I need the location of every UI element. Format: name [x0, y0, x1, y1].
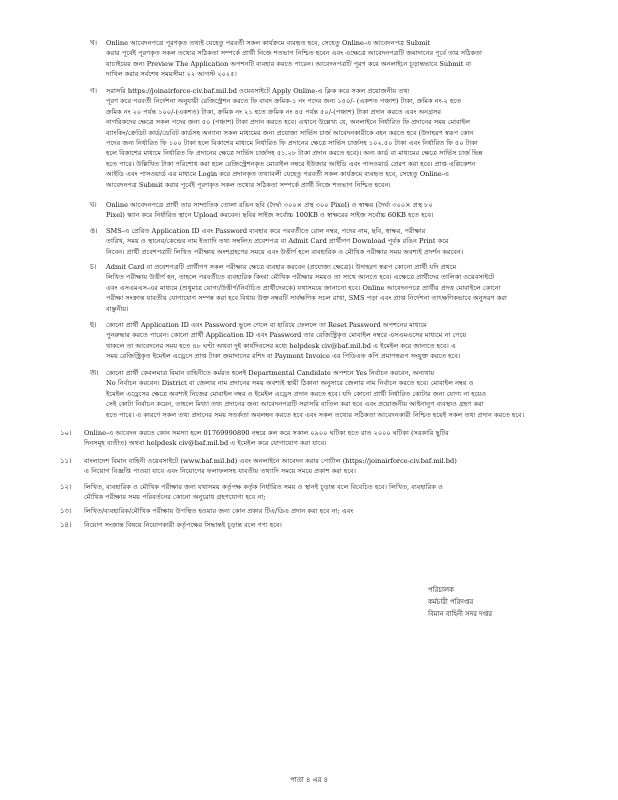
section-paragraph [84, 456, 546, 477]
para-line: করার পূর্বেই পূরণকৃত সকল তথ্যের সঠিকতা সম্পর্কে প্রার্থী নিজে শতভাগ নিশ্চিত হবেন এবং এক্ষেত্রে আবেদনপত্রটি জমাদানের পূর্বে তার সঠিকতা [106, 49, 482, 58]
para-line: SMS-এ প্রেরিত Application ID এবং Password ব্যবহার করে পরবর্তীতে রোল নম্বর, পদের নাম, ছবি, স্বাক্ষর, পরীক্ষার [106, 227, 426, 235]
item-paragraph [106, 320, 546, 362]
section-paragraph [84, 506, 546, 516]
para-line: সময় রেজিস্ট্রিকৃত ইমেইল এড্রেসে প্রাপ্ত টাকা জমাদানের রশিদ বা Payment Invoice এর পিডিএফ কপি প্রমাণস্বরূপ সংযুক্ত করতে হবে। [106, 352, 461, 361]
para-line: ব্যাংকিং/ক্রেডিট কার্ড/ডেবিট কার্ডসহ অন্যান্য সকল মাধ্যমের জন্য প্রযোজ্য সার্ভিস চার্জ আবেদনকারীকে বহন করতে হবে (উদাহরণ স্বরূপ কোন [106, 128, 474, 137]
item-paragraph [106, 200, 546, 221]
para-line: বাংলাদেশ বিমান বাহিনী ওয়েবসাইটে (www.baf.mil.bd) এবং অনলাইনে আবেদন করার পোর্টাল (https://joinairforce-civ.baf.mil.bd) [84, 457, 457, 465]
para-line: Online-এ আবেদন করতে কোন সমস্যা হলে 01769990890 নম্বরে কল করে সকাল ০৯০০ ঘটিকা হতে রাত ২০০০ ঘটিকা (সরকারি ছুটির [84, 429, 449, 437]
signature-block [428, 584, 492, 620]
para-line: আইডি এবং পাসওয়ার্ড এর মাধ্যমে Login করে প্রদানকৃত তথ্যাবলী যেহেতু পরবর্তী সকল কার্যক্রমে ব্যবহৃত হবে, সেহেতু Online-এ [106, 170, 449, 179]
item-paragraph [106, 226, 546, 257]
para-line: No নির্বাচন করবেন। District বা জেলার নাম প্রদানের সময় অবশ্যই স্থায়ী ঠিকানা অনুসারে জেলার নাম নির্বাচন করতে হবে। মোবাইল নম্বর ও [106, 379, 474, 388]
para-line: ক্রমিক নং ২০ পর্যন্ত ১০০/-(একশত) টাকা, ক্রমিক নং ২১ হতে ক্রমিক নং ৪৫ পর্যন্ত ৫০/-(পঞ্চাশ) টাকা প্রদান করতে এবং অনগ্রসর [106, 107, 442, 116]
para-line: ইমেইল এড্রেসের ক্ষেত্রে অবশ্যই নিজের মোবাইল নম্বর ও ইমেইল এড্রেস প্রদান করতে হবে। যদি কোনো প্রার্থী নির্ধারিত কোটার জন্য যোগ্য না হয়েও [106, 389, 487, 398]
item-marker: জ। [90, 369, 99, 377]
section-number: ১০। [60, 429, 72, 437]
item-paragraph [106, 368, 546, 420]
para-line: সরাসরি https://joinairforce-civ.baf.mil.bd ওয়েবসাইটে Apply Online-এ ক্লিক করে সকল প্রয়োজনীয় তথ্য [106, 87, 410, 95]
para-line: Online আবেদনপত্রে প্রার্থী তার সাম্প্রতিক তোলা রঙিন ছবি (দৈর্ঘ্য ৩০০× প্রস্থ ৩০০ Pixel) ও স্বাক্ষর (দৈর্ঘ্য ৩০০× প্রস্থ ৮০ [106, 201, 433, 209]
item-marker: খ। [90, 39, 97, 47]
para-line: বাঞ্ছনীয়। [106, 304, 129, 313]
para-line: সেই কোটা নির্বাচন করেন, তাহলে মিথ্যা তথ্য প্রদানের জন্য আবেদনপত্রটি সরাসরি বাতিল করা হবে এবং প্রয়োজনীয় আইনানুগ ব্যবস্থাও গ্রহণ করা [106, 400, 484, 409]
section-paragraph [84, 428, 546, 449]
para-line: Pixel) স্ক্যান করে নির্ধারিত স্থানে Upload করবেন। ছবির সাইজ সর্বোচ্চ 100KB ও স্বাক্ষরের সাইজ সর্বোচ্চ 60KB হতে হবে। [106, 211, 434, 220]
section-number: ১১। [60, 457, 72, 465]
para-line: নিবেন। প্রার্থী প্রবেশপত্রটি লিখিত পরীক্ষায় অংশগ্রহণের সময়ে এবং উত্তীর্ণ হলে ব্যবহারিক ও মৌখিক পরীক্ষার সময় অবশ্যই প্রদর্শন করবেন। [106, 247, 464, 256]
para-line: কোনো প্রার্থী Application ID এবং Password ভুলে গেলে বা হারিয়ে ফেললে তা Reset Password অপশনের মাধ্যমে [106, 321, 427, 329]
section-paragraph [84, 520, 546, 530]
signatory-title: পরিচালক [428, 586, 454, 594]
item-paragraph [106, 86, 546, 190]
para-line: দিনসমূহ ব্যতীত) অথবা helpdesk civ@baf.mil.bd এ ইমেইল করে যোগাযোগ করা যাবে। [84, 439, 327, 448]
para-line: কোনো প্রার্থী কেবলমাত্র বিমান বাহিনীতে কর্মরত হলেই Departmental Candidate অপশনে Yes নির্বাচন করবেন, অন্যথায় [106, 369, 435, 377]
para-line: এ নিয়োগ বিজ্ঞপ্তি পাওয়া যাবে এবং নিয়োগের ফলাফলসহ যাবতীয় তথ্যাদি সময়ে সময়ে প্রকাশ করা হবে। [84, 467, 357, 476]
item-marker: চ। [90, 263, 97, 271]
para-line: Admit Card বা প্রবেশপত্রটি প্রার্থীগণ সকল পরীক্ষার ক্ষেত্রে ব্যবহার করবেন (প্রযোজ্য ক্ষেত্রে)। উদাহরণ স্বরূপ কোনো প্রার্থী যদি প্রথমে [106, 263, 457, 271]
para-line: লিখিত, ব্যবহারিক ও মৌখিক পরীক্ষার জন্য যথাসময় কর্তৃপক্ষ কর্তৃক নির্ধারিত সময় ও স্থানই চূড়ান্ত বলে বিবেচিত হবে। লিখিত, ব্যবহারিক ও [84, 483, 443, 491]
item-marker: গ। [90, 87, 97, 95]
para-line: দাখিল করার সর্বশেষ সময়সীমা ২২ আগস্ট ২০২৫। [106, 70, 237, 79]
para-line: যাচাইয়ের জন্য Preview The Application অপশনটি ব্যবহার করতে পারেন। আবেদনপত্রটি পূরণ করে অনলাইনে চূড়ান্তভাবে Submit বা [106, 59, 472, 68]
page-number-footer: পাতা ৪ এর ৪ [290, 776, 328, 784]
item-marker: ছ। [90, 321, 97, 329]
para-line: লিখিত পরীক্ষায় উত্তীর্ণ হন, তাহলে পরবর্তীতে ব্যবহারিক কিংবা মৌখিক পরীক্ষার সময়ও তা সাথে আনতে হবে। এক্ষেত্রে প্রার্থীদের তালিকা ওয়েবসাইটে [106, 273, 495, 282]
section-number: ১৪। [60, 521, 72, 529]
section-number: ১৩। [60, 507, 72, 515]
para-line: থাকলে তা আবেদনের সময় হতে ৪৮ ঘণ্টা অথবা দুই কার্যদিবসের মধ্যে helpdesk civ@baf.mil.bd এ ইমেইল করে জানাতে হবে। এ [106, 341, 456, 350]
para-line: লিখিত/ব্যবহারিক/মৌখিক পরীক্ষায় উপস্থিত হওয়ার জন্য কোন প্রকার টিএ/ডিএ প্রদান করা হবে না; এবং [84, 507, 354, 515]
para-line: মৌখিক পরীক্ষার সময় পরিবর্তনের কোনো অনুরোধ গ্রহণযোগ্য হবে না; [84, 493, 266, 502]
item-marker: ঘ। [90, 201, 97, 209]
para-line: নাগরিকদের ক্ষেত্রে সকল পদের জন্য ৫০ (পঞ্চাশ) টাকা প্রদান করতে হবে। এখানে উল্লেখ্য যে, অনলাইনে নির্ধারিত ফি প্রদানের সময় মোবাইল [106, 118, 471, 127]
para-line: পূরণ করে পরবর্তী নির্দেশনা অনুযায়ী রেজিস্ট্রেশন করতে ফি বাবদ ক্রমিক-১ নং পদের জন্য ১৫০/- (একশত পঞ্চাশ) টাকা, ক্রমিক নং-২ হতে [106, 97, 462, 106]
section-number: ১২। [60, 483, 72, 491]
item-paragraph [106, 38, 546, 80]
section-paragraph [84, 482, 546, 503]
signatory-department: কর্মচারী পরিদপ্তর [428, 598, 474, 606]
para-line: হলে বিকাশের মাধ্যমে নির্ধারিত ফি প্রদানের ক্ষেত্রে সার্ভিস চার্জসহ ৫১.২৮ টাকা প্রদান করতে হবে)। অন্য কার্ড বা মাধ্যমের ক্ষেত্রে সার্ভিস চার্জ ভিন্ন [106, 149, 483, 158]
para-line: পদের জন্য নির্ধারিত ফি ১০০ টাকা হলে বিকাশের মাধ্যমে নির্ধারিত ফি প্রদানের ক্ষেত্রে সার্ভিস চার্জসহ ১০২.৫০ টাকা এবং নির্ধারিত ফি ৫০ টাকা [106, 139, 478, 148]
para-line: আবেদনপত্র Submit করার পূর্বেই পূরণকৃত সকল তথ্যের সঠিকতা সম্পর্কে প্রার্থী নিজে শতভাগ নিশ্চিত হবেন। [106, 180, 391, 189]
para-line: হতে পারে। এ কারণে সকল তথ্য প্রদানের সময় সতর্কতা অবলম্বন করতে হবে এবং সকল তথ্যের সঠিকতা আবেদনকারী নিশ্চিত হয়েই সকল তথ্য প্রদান করতে হবে। [106, 410, 525, 419]
item-paragraph [106, 262, 546, 314]
item-marker: ঙ। [90, 227, 98, 235]
para-line: পুনরুদ্ধার করতে পারেন। কোনো প্রার্থী Application ID এবং Password তার রেজিস্ট্রিকৃত মোবাইল নম্বরে এসএমএসের মাধ্যমে না পেয়ে [106, 331, 467, 340]
signatory-office: বিমান বাহিনী সদর দপ্তর [428, 610, 492, 618]
para-line: তারিখ, সময় ও স্থানের/কেন্দ্রের নাম ইত্যাদি তথ্য সম্বলিত প্রবেশপত্র বা Admit Card প্রার্থীগণ Download পূর্বক রঙিন Print করে [106, 237, 449, 246]
para-line: নিয়োগ সংক্রান্ত বিষয়ে নিয়োগকারী কর্তৃপক্ষের সিদ্ধান্তই চূড়ান্ত বলে গণ্য হবে। [84, 521, 282, 529]
para-line: হতে পারে। উল্লিখিত টাকা পরিশোধ করা হলে রেজিস্ট্রেশনকৃত মোবাইল নম্বরে ইউজার আইডি এবং পাসওয়ার্ড প্রেরণ করা হবে। প্রাপ্ত এপ্লিকেশন [106, 159, 476, 168]
para-line: এবং এসএমএস-এর মাধ্যমে (শুধুমাত্র যোগ্য/উত্তীর্ণ/নির্বাচিত প্রার্থীদেরকে) যথাসময়ে জানানো হবে। Online আবেদনপত্রে প্রার্থীর প্রদত্ত মোবাইলে কোনো [106, 283, 501, 292]
para-line: পরীক্ষা সংক্রান্ত যাবতীয় যোগাযোগ সম্পন্ন করা হবে বিধায় উক্ত নম্বরটি সার্বক্ষণিক সচল রাখা, SMS পড়া এবং প্রাপ্ত নির্দেশনা তাৎক্ষণিকভাবে অনুসরণ করা [106, 294, 507, 303]
para-line: Online আবেদনপত্রে পূরণকৃত তথ্যই যেহেতু পরবর্তী সকল কার্যক্রমে ব্যবহৃত হবে, সেহেতু Online-এ আবেদনপত্র Submit [106, 39, 431, 47]
